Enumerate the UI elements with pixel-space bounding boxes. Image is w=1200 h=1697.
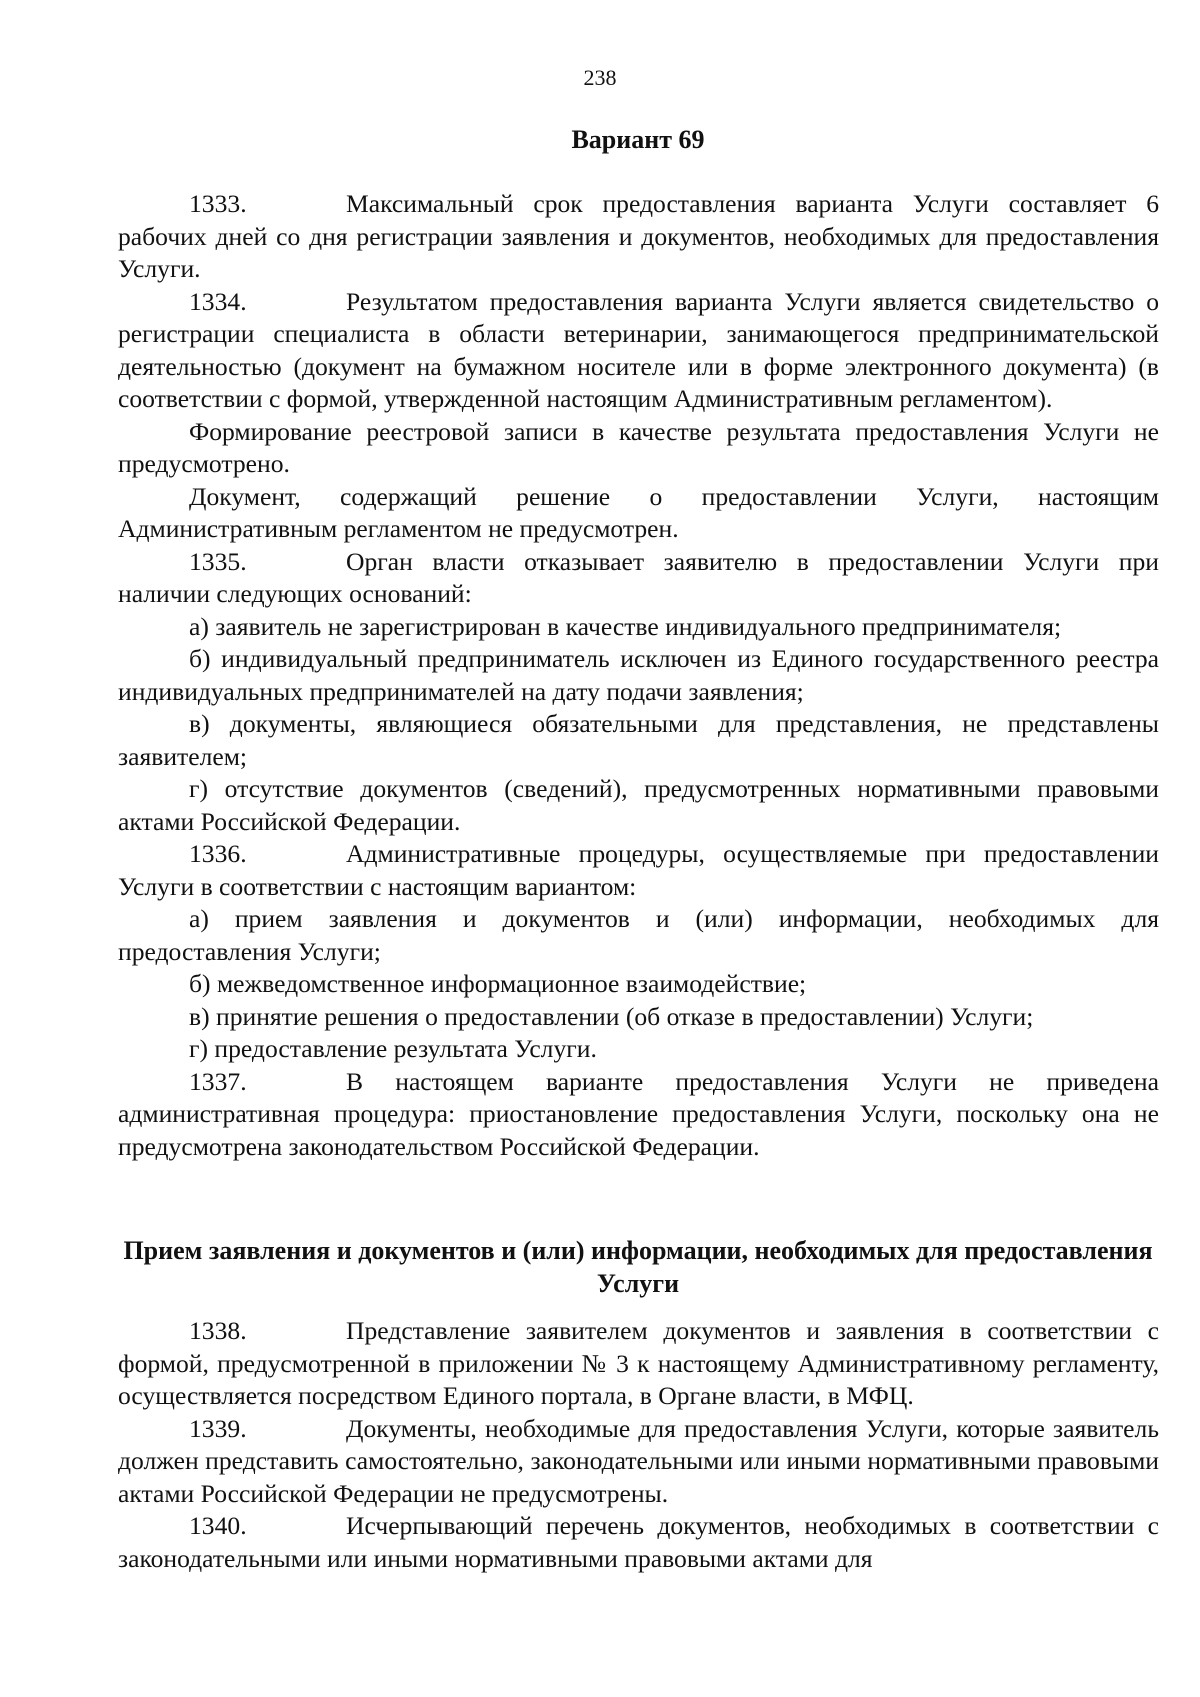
paragraph-text: в) принятие решения о предоставлении (об отказе в предоставлении) Услуги;	[189, 1001, 1034, 1031]
paragraphs-block-1	[118, 188, 1159, 1163]
paragraph-1340	[118, 1510, 1159, 1575]
paragraph-text: Результатом предоставления варианта Услуги является свидетельство о регистрации специалиста в области ветеринарии, занимающегося предпринимательской деятельностью (документ на бумажном носителе или в форме электронного документа) (в соответствии с формой, утвержденной настоящим Административным регламентом).	[118, 286, 1159, 413]
list-item-a	[118, 903, 1159, 968]
paragraph-text: г) отсутствие документов (сведений), предусмотренных нормативными правовыми актами Российской Федерации.	[118, 774, 1159, 836]
list-item-b	[118, 968, 1159, 1001]
paragraph-text: Представление заявителем документов и заявления в соответствии с формой, предусмотренной в приложении № 3 к настоящему Административному регламенту, осуществляется посредством Единого портала, в Органе власти, в МФЦ.	[118, 1316, 1159, 1410]
paragraph-number: 1338.	[189, 1316, 247, 1345]
paragraph-number: 1339.	[189, 1413, 247, 1443]
list-item-v	[118, 1001, 1159, 1034]
paragraph-1336	[118, 838, 1159, 903]
paragraph-text: б) индивидуальный предприниматель исключен из Единого государственного реестра индивидуальных предпринимателей на дату подачи заявления;	[118, 644, 1159, 706]
paragraph-text: г) предоставление результата Услуги.	[189, 1034, 597, 1063]
list-item-b	[118, 643, 1159, 708]
paragraph-1335	[118, 546, 1159, 611]
paragraph-text: В настоящем варианте предоставления Услуги не приведена административная процедура: приостановление предоставления Услуги, поскольку она не предусмотрена законодательством Российской Федерации.	[118, 1066, 1159, 1161]
page-number: 238	[583, 65, 617, 90]
paragraph-1337	[118, 1066, 1159, 1164]
paragraph-text: Орган власти отказывает заявителю в предоставлении Услуги при наличии следующих оснований:	[118, 546, 1159, 608]
paragraph-1334	[118, 286, 1159, 416]
paragraph-text: а) заявитель не зарегистрирован в качестве индивидуального предпринимателя;	[189, 611, 1062, 641]
list-item-a	[118, 611, 1159, 644]
paragraph-number: 1333.	[189, 189, 247, 218]
paragraph-number: 1334.	[189, 286, 247, 316]
list-item-g	[118, 1033, 1159, 1066]
paragraph-number: 1337.	[189, 1066, 247, 1096]
paragraph-registry-record	[118, 416, 1159, 481]
list-item-g	[118, 773, 1159, 838]
paragraph-text: Формирование реестровой записи в качестве результата предоставления Услуги не предусмотрено.	[118, 416, 1159, 478]
paragraph-text: в) документы, являющиеся обязательными для представления, не представлены заявителем;	[118, 709, 1159, 771]
paragraph-1333	[118, 188, 1159, 286]
paragraph-text: а) прием заявления и документов и (или) информации, необходимых для предоставления Услуги;	[118, 904, 1159, 966]
paragraph-text: Документ, содержащий решение о предоставлении Услуги, настоящим Административным регламентом не предусмотрен.	[118, 481, 1159, 543]
paragraph-decision-document	[118, 481, 1159, 546]
paragraph-text: Максимальный срок предоставления варианта Услуги составляет 6 рабочих дней со дня регистрации заявления и документов, необходимых для предоставления Услуги.	[118, 189, 1159, 283]
paragraph-text: Документы, необходимые для предоставления Услуги, которые заявитель должен представить самостоятельно, законодательными или иными нормативными правовыми актами Российской Федерации не предусмотрены.	[118, 1413, 1159, 1508]
variant-title: Вариант 69	[571, 125, 705, 154]
paragraph-number: 1336.	[189, 839, 247, 868]
paragraph-text: б) межведомственное информационное взаимодействие;	[189, 969, 807, 998]
paragraph-1338	[118, 1315, 1159, 1413]
paragraph-number: 1335.	[189, 546, 247, 576]
paragraph-text: Административные процедуры, осуществляемые при предоставлении Услуги в соответствии с настоящим вариантом:	[118, 839, 1159, 901]
paragraph-text: Исчерпывающий перечень документов, необходимых в соответствии с законодательными или иными нормативными правовыми актами для	[118, 1511, 1159, 1573]
paragraphs-block-2	[118, 1315, 1159, 1575]
list-item-v	[118, 708, 1159, 773]
paragraph-number: 1340.	[189, 1511, 247, 1540]
section-title: Прием заявления и документов и (или) информации, необходимых для предоставления Услуги	[123, 1236, 1153, 1298]
paragraph-1339	[118, 1413, 1159, 1511]
